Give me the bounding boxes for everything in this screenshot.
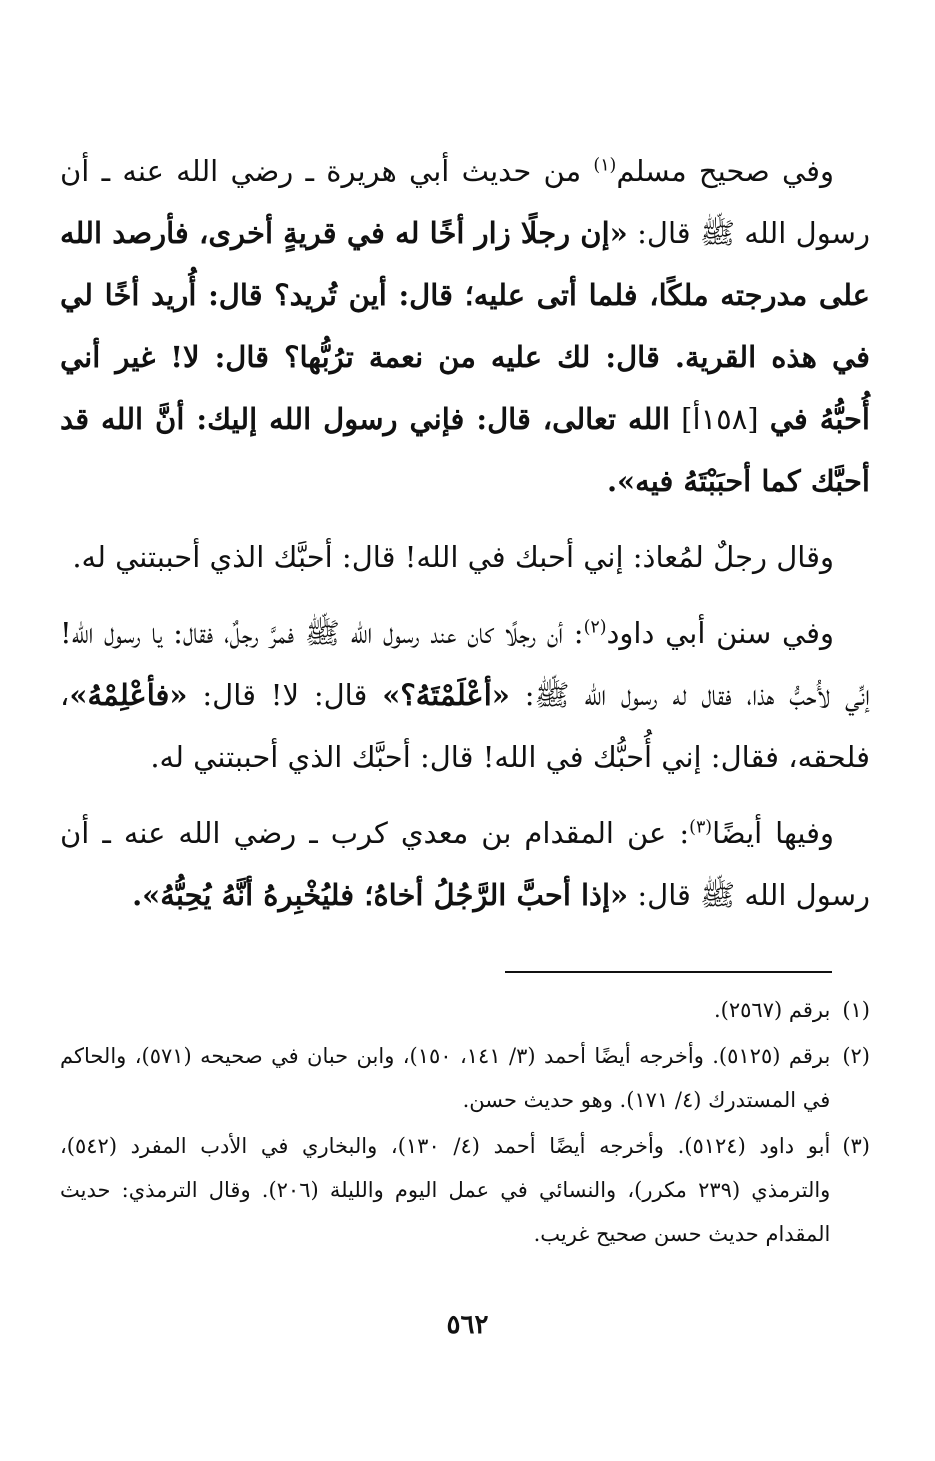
footnote-ref-3: (٣) [689,817,713,838]
text-run: من حديث أبي هريرة ـ رضي الله عنه ـ أن رسول الله ﷺ قال: [60,154,870,250]
footnote-text: أبو داود (٥١٢٤). وأخرجه أيضًا أحمد (٤/ ١٣٠)، والبخاري في الأدب المفرد (٥٤٢)، والترمذي (٢٣٩ مكرر)، والنسائي في عمل اليوم والليلة (٢٠٦). وقال الترمذي: حديث المقدام حديث حسن صحيح غريب. [60,1134,831,1246]
text-run: : أن رجلًا كان عند رسول الله ﷺ فمرَّ رجلٌ، فقال: يا رسول الله! إنِّي لأُحبُّ هذا، فقال له رسول الله ﷺ: [60,616,870,712]
text-run: وفيها أيضًا [712,816,835,850]
footnote-text: برقم (٥١٢٥). وأخرجه أيضًا أحمد (٣/ ١٤١، ١٥٠)، وابن حبان في صحيحه (٥٧١)، والحاكم في المستدرك (٤/ ١٧١). وهو حديث حسن. [60,1044,831,1112]
footnotes [60,988,870,1258]
folio-marker: [١٥٨أ] [670,402,770,436]
hadith-quote: «إن رجلًا زار أخًا له في قريةٍ أخرى، فأرصد الله على مدرجته ملكًا، فلما أتى عليه؛ قال: أين تُريد؟ قال: أُريد أخًا لي في هذه القرية. قال: لك عليه من نعمة ترُبُّها؟ قال: لا! غير أني أُحبُّهُ في [60,216,870,436]
text-run: قال: لا! قال: [187,678,383,712]
text-run: وفي صحيح مسلم [616,154,834,188]
text-run: وقال رجلٌ لمُعاذ: إني أحبك في الله! قال: أحبَّك الذي أحببتني له. [72,540,834,574]
text-run: ، فلحقه، فقال: إني أُحبُّك في الله! قال: أحبَّك الذي أحببتني له. [60,678,870,774]
hadith-quote: «إذا أحبَّ الرَّجُلُ أخاهُ؛ فليُخْبِرهُ أنَّهُ يُحِبُّهُ». [132,878,629,912]
hadith-quote: «أعْلَمْتَهُ؟» [382,678,510,712]
text-run: : عن المقدام بن معدي كرب ـ رضي الله عنه ـ أن رسول الله ﷺ قال: [60,816,870,912]
hadith-quote: «فأعْلِمْهُ» [69,678,188,712]
hadith-quote: الله تعالى، قال: فإني رسول الله إليك: أنَّ الله قد أحبَّك كما أحبَبْتَهُ فيه». [60,402,870,498]
footnote-number: (٣) [842,1134,870,1158]
footnote-number: (٢) [842,1044,870,1068]
footnote-1 [60,988,870,1032]
footnote-number: (١) [842,998,870,1022]
paragraph-miqdam [60,802,870,926]
footnote-ref-1: (١) [593,155,617,176]
footnote-2 [60,1034,870,1122]
text-run: وفي سنن أبي داود [606,616,834,650]
footnote-ref-2: (٢) [583,617,607,638]
footnote-separator [505,971,832,973]
footnote-text: برقم (٢٥٦٧). [713,998,831,1022]
page-number: ٥٦٢ [446,1310,489,1340]
footnote-3 [60,1124,870,1256]
main-text [60,140,870,940]
paragraph-muadh [60,526,870,588]
paragraph-abu-dawud [60,602,870,788]
paragraph-muslim-hadith [60,140,870,512]
